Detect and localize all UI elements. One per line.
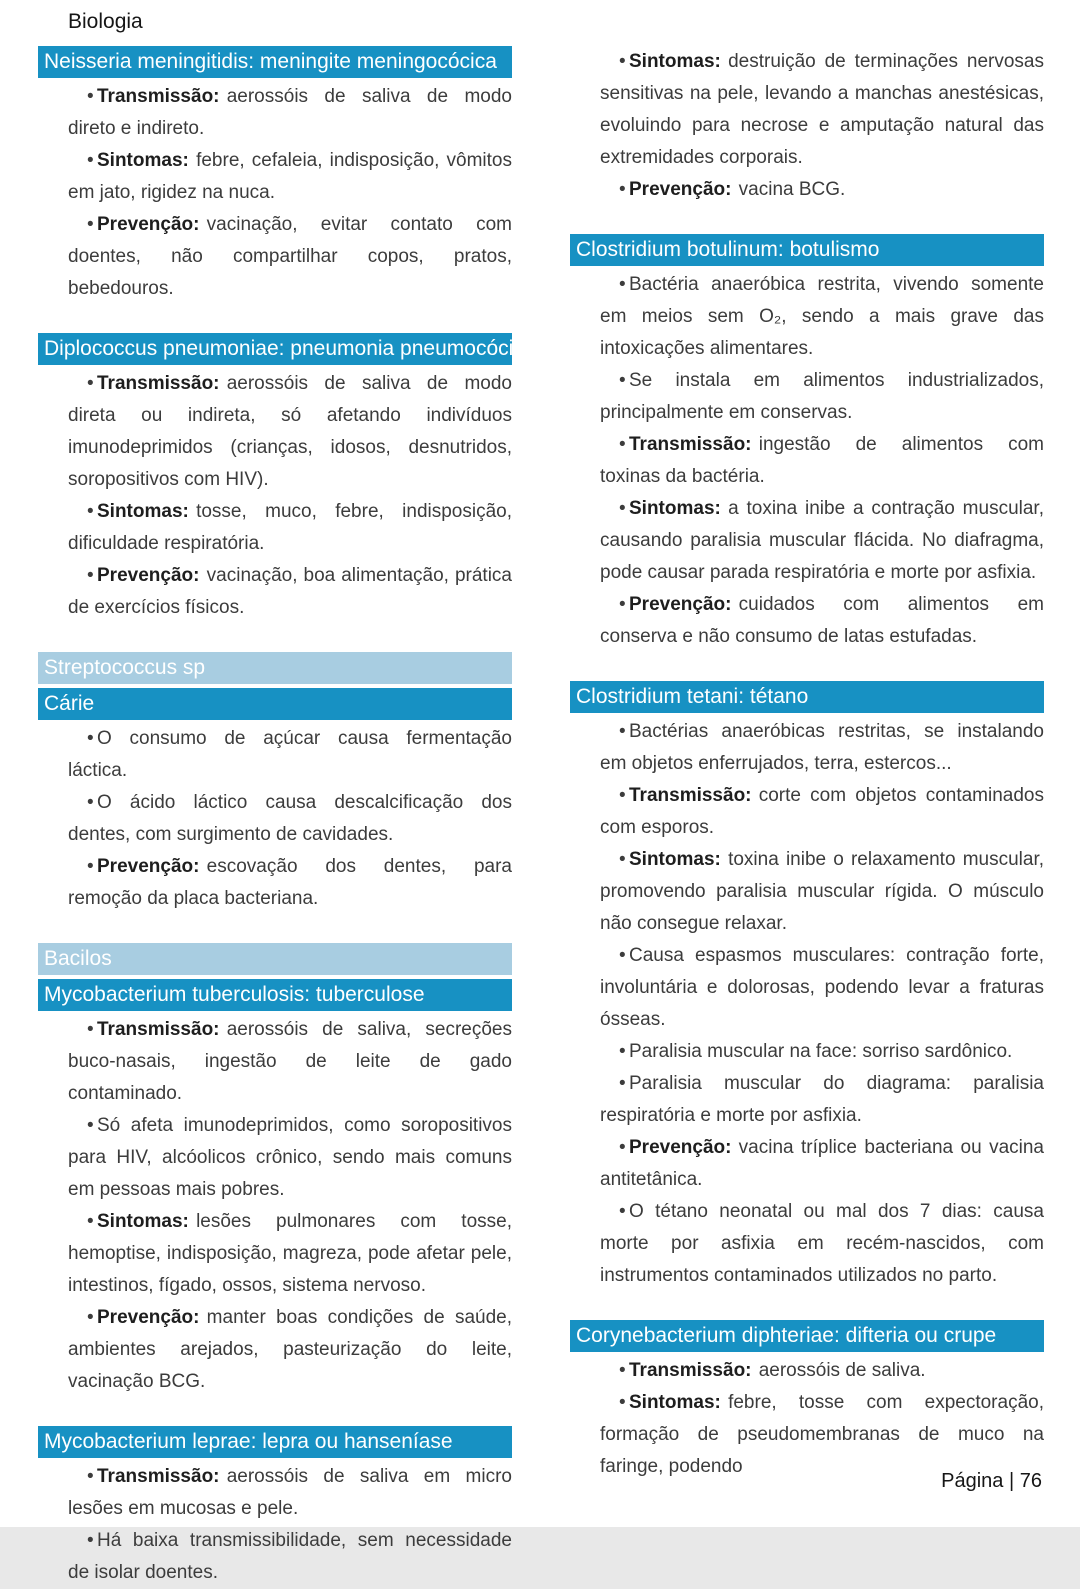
bullet-text: lesões pulmonares com tosse, hemoptise, indisposição, magreza, pode afetar pele, intestinos, fígado, ossos, sistema nervoso. [68, 1211, 512, 1296]
bullet-text: O ácido láctico causa descalcificação dos dentes, com surgimento de cavidades. [68, 792, 512, 845]
section [38, 46, 512, 305]
bullet-text: aerossóis de saliva, secreções buco-nasais, ingestão de leite de gado contaminado. [68, 1019, 512, 1104]
bullet-item [68, 81, 512, 145]
bullet-item [68, 496, 512, 560]
bullet-text: escovação dos dentes, para remoção da placa bacteriana. [68, 856, 512, 909]
section-body [38, 368, 512, 624]
section-header-bar: Cárie [38, 688, 512, 720]
bullet-label: Sintomas: [629, 51, 721, 72]
bullet-text: vacinação, boa alimentação, prática de exercícios físicos. [68, 565, 512, 618]
bullet-item [68, 145, 512, 209]
bullet-label: Transmissão: [97, 373, 220, 394]
bullet-item [600, 1036, 1044, 1068]
bullet-text: aerossóis de saliva em micro lesões em mucosas e pele. [68, 1466, 512, 1519]
section-header-bar: Clostridium botulinum: botulismo [570, 234, 1044, 266]
bullet-text: Paralisia muscular na face: sorriso sardônico. [629, 1041, 1013, 1062]
bullet-item [68, 560, 512, 624]
bullet-text: destruição de terminações nervosas sensitivas na pele, levando a manchas anestésicas, evoluindo para necrose e amputação natural das extremidades corporais. [600, 51, 1044, 168]
bullet-item [600, 716, 1044, 780]
bullet-item [600, 365, 1044, 429]
bullet-label: Prevenção: [629, 179, 732, 200]
section-body [570, 716, 1044, 1292]
bullet-label: Transmissão: [97, 86, 220, 107]
bullet-text: Se instala em alimentos industrializados, principalmente em conservas. [600, 370, 1044, 423]
bullet-text: O consumo de açúcar causa fermentação láctica. [68, 728, 512, 781]
bullet-label: Prevenção: [629, 1137, 732, 1158]
bullet-text: Só afeta imunodeprimidos, como soropositivos para HIV, alcóolicos crônico, sendo mais comuns em pessoas mais pobres. [68, 1115, 512, 1200]
section-header-bar: Corynebacterium diphteriae: difteria ou crupe [570, 1320, 1044, 1352]
bullet-label: Prevenção: [629, 594, 732, 615]
section [38, 333, 536, 624]
bullet-text: febre, cefaleia, indisposição, vômitos em jato, rigidez na nuca. [68, 150, 512, 203]
bullet-item [600, 780, 1044, 844]
bullet-item [600, 269, 1044, 365]
bullet-label: Sintomas: [629, 849, 721, 870]
bullet-item [68, 723, 512, 787]
bullet-item [68, 1461, 512, 1525]
section-body [570, 46, 1044, 206]
page-number: Página | 76 [941, 1470, 1042, 1492]
page-title: Biologia [68, 10, 143, 33]
bullet-item [68, 787, 512, 851]
bullet-item [600, 429, 1044, 493]
bullet-item [600, 1355, 1044, 1387]
bullet-item [68, 1302, 512, 1398]
left-column [38, 46, 536, 1589]
bullet-item [68, 1110, 512, 1206]
bullet-label: Transmissão: [97, 1019, 220, 1040]
bullet-text: Bactéria anaeróbica restrita, vivendo somente em meios sem O₂, sendo a mais grave das intoxicações alimentares. [600, 274, 1044, 359]
section-header-bar: Streptococcus sp [38, 652, 512, 684]
bullet-label: Prevenção: [97, 565, 200, 586]
bullet-label: Sintomas: [97, 1211, 189, 1232]
bullet-item [68, 368, 512, 496]
bullet-text: tosse, muco, febre, indisposição, dificuldade respiratória. [68, 501, 512, 554]
bullet-text: Causa espasmos musculares: contração forte, involuntária e dolorosas, podendo levar a fraturas ósseas. [600, 945, 1044, 1030]
bullet-item [600, 493, 1044, 589]
section [38, 943, 512, 1398]
section-header-bar: Clostridium tetani: tétano [570, 681, 1044, 713]
right-column [570, 46, 1044, 1589]
section [38, 1426, 512, 1589]
section [570, 46, 1044, 206]
bullet-text: manter boas condições de saúde, ambientes arejados, pasteurização do leite, vacinação BCG. [68, 1307, 512, 1392]
bullet-text: cuidados com alimentos em conserva e não consumo de latas estufadas. [600, 594, 1044, 647]
section-body [38, 81, 512, 305]
section [570, 234, 1044, 653]
bullet-label: Sintomas: [629, 498, 721, 519]
section-body [38, 1461, 512, 1589]
bullet-item [600, 174, 1044, 206]
bullet-item [600, 1387, 1044, 1483]
bullet-label: Sintomas: [629, 1392, 721, 1413]
bullet-label: Prevenção: [97, 214, 200, 235]
bullet-text: toxina inibe o relaxamento muscular, promovendo paralisia muscular rígida. O músculo não consegue relaxar. [600, 849, 1044, 934]
bullet-text: vacina BCG. [738, 179, 846, 200]
section-header-bar: Mycobacterium tuberculosis: tuberculose [38, 979, 512, 1011]
bullet-item [600, 1132, 1044, 1196]
bullet-item [68, 851, 512, 915]
bullet-label: Prevenção: [97, 1307, 200, 1328]
section-body [570, 1355, 1044, 1483]
bullet-label: Transmissão: [629, 434, 752, 455]
section [570, 1320, 1044, 1483]
section-body [38, 1014, 512, 1398]
bullet-item [600, 844, 1044, 940]
section-body [570, 269, 1044, 653]
bullet-item [68, 1525, 512, 1589]
bullet-text: O tétano neonatal ou mal dos 7 dias: causa morte por asfixia em recém-nascidos, com instrumentos contaminados utilizados no parto. [600, 1201, 1044, 1286]
bullet-item [600, 940, 1044, 1036]
section-header-bar: Diplococcus pneumoniae: pneumonia pneumocócica [38, 333, 512, 365]
bullet-item [600, 1196, 1044, 1292]
section-header-bar: Mycobacterium leprae: lepra ou hanseníase [38, 1426, 512, 1458]
bullet-label: Prevenção: [97, 856, 200, 877]
bullet-text: febre, tosse com expectoração, formação de pseudomembranas de muco na faringe, podendo [600, 1392, 1044, 1477]
section-body [38, 723, 512, 915]
bullet-text: Bactérias anaeróbicas restritas, se instalando em objetos enferrujados, terra, estercos... [600, 721, 1044, 774]
bullet-item [68, 209, 512, 305]
bullet-text: Paralisia muscular do diagrama: paralisia respiratória e morte por asfixia. [600, 1073, 1044, 1126]
section [570, 681, 1044, 1292]
section-header-bar: Neisseria meningitidis: meningite meningocócica [38, 46, 512, 78]
bullet-text: Há baixa transmissibilidade, sem necessidade de isolar doentes. [68, 1530, 512, 1583]
bullet-text: vacinação, evitar contato com doentes, não compartilhar copos, pratos, bebedouros. [68, 214, 512, 299]
bullet-label: Transmissão: [629, 785, 752, 806]
bullet-label: Transmissão: [97, 1466, 220, 1487]
bullet-label: Sintomas: [97, 150, 189, 171]
bullet-text: aerossóis de saliva. [758, 1360, 926, 1381]
bullet-text: ingestão de alimentos com toxinas da bactéria. [600, 434, 1044, 487]
bullet-text: aerossóis de saliva de modo direta ou indireta, só afetando indivíduos imunodeprimidos (crianças, idosos, desnutridos, soropositivos com HIV). [68, 373, 512, 490]
bullet-text: a toxina inibe a contração muscular, causando paralisia muscular flácida. No diafragma, pode causar parada respiratória e morte por asfixia. [600, 498, 1044, 583]
bullet-text: aerossóis de saliva de modo direto e indireto. [68, 86, 512, 139]
bullet-label: Transmissão: [629, 1360, 752, 1381]
bullet-text: vacina tríplice bacteriana ou vacina antitetânica. [600, 1137, 1044, 1190]
bullet-item [68, 1014, 512, 1110]
bullet-item [600, 1068, 1044, 1132]
bullet-item [68, 1206, 512, 1302]
bullet-item [600, 589, 1044, 653]
two-column-layout [38, 46, 1044, 1589]
bullet-text: corte com objetos contaminados com esporos. [600, 785, 1044, 838]
section-header-bar: Bacilos [38, 943, 512, 975]
bullet-item [600, 46, 1044, 174]
bullet-label: Sintomas: [97, 501, 189, 522]
section [38, 652, 512, 915]
